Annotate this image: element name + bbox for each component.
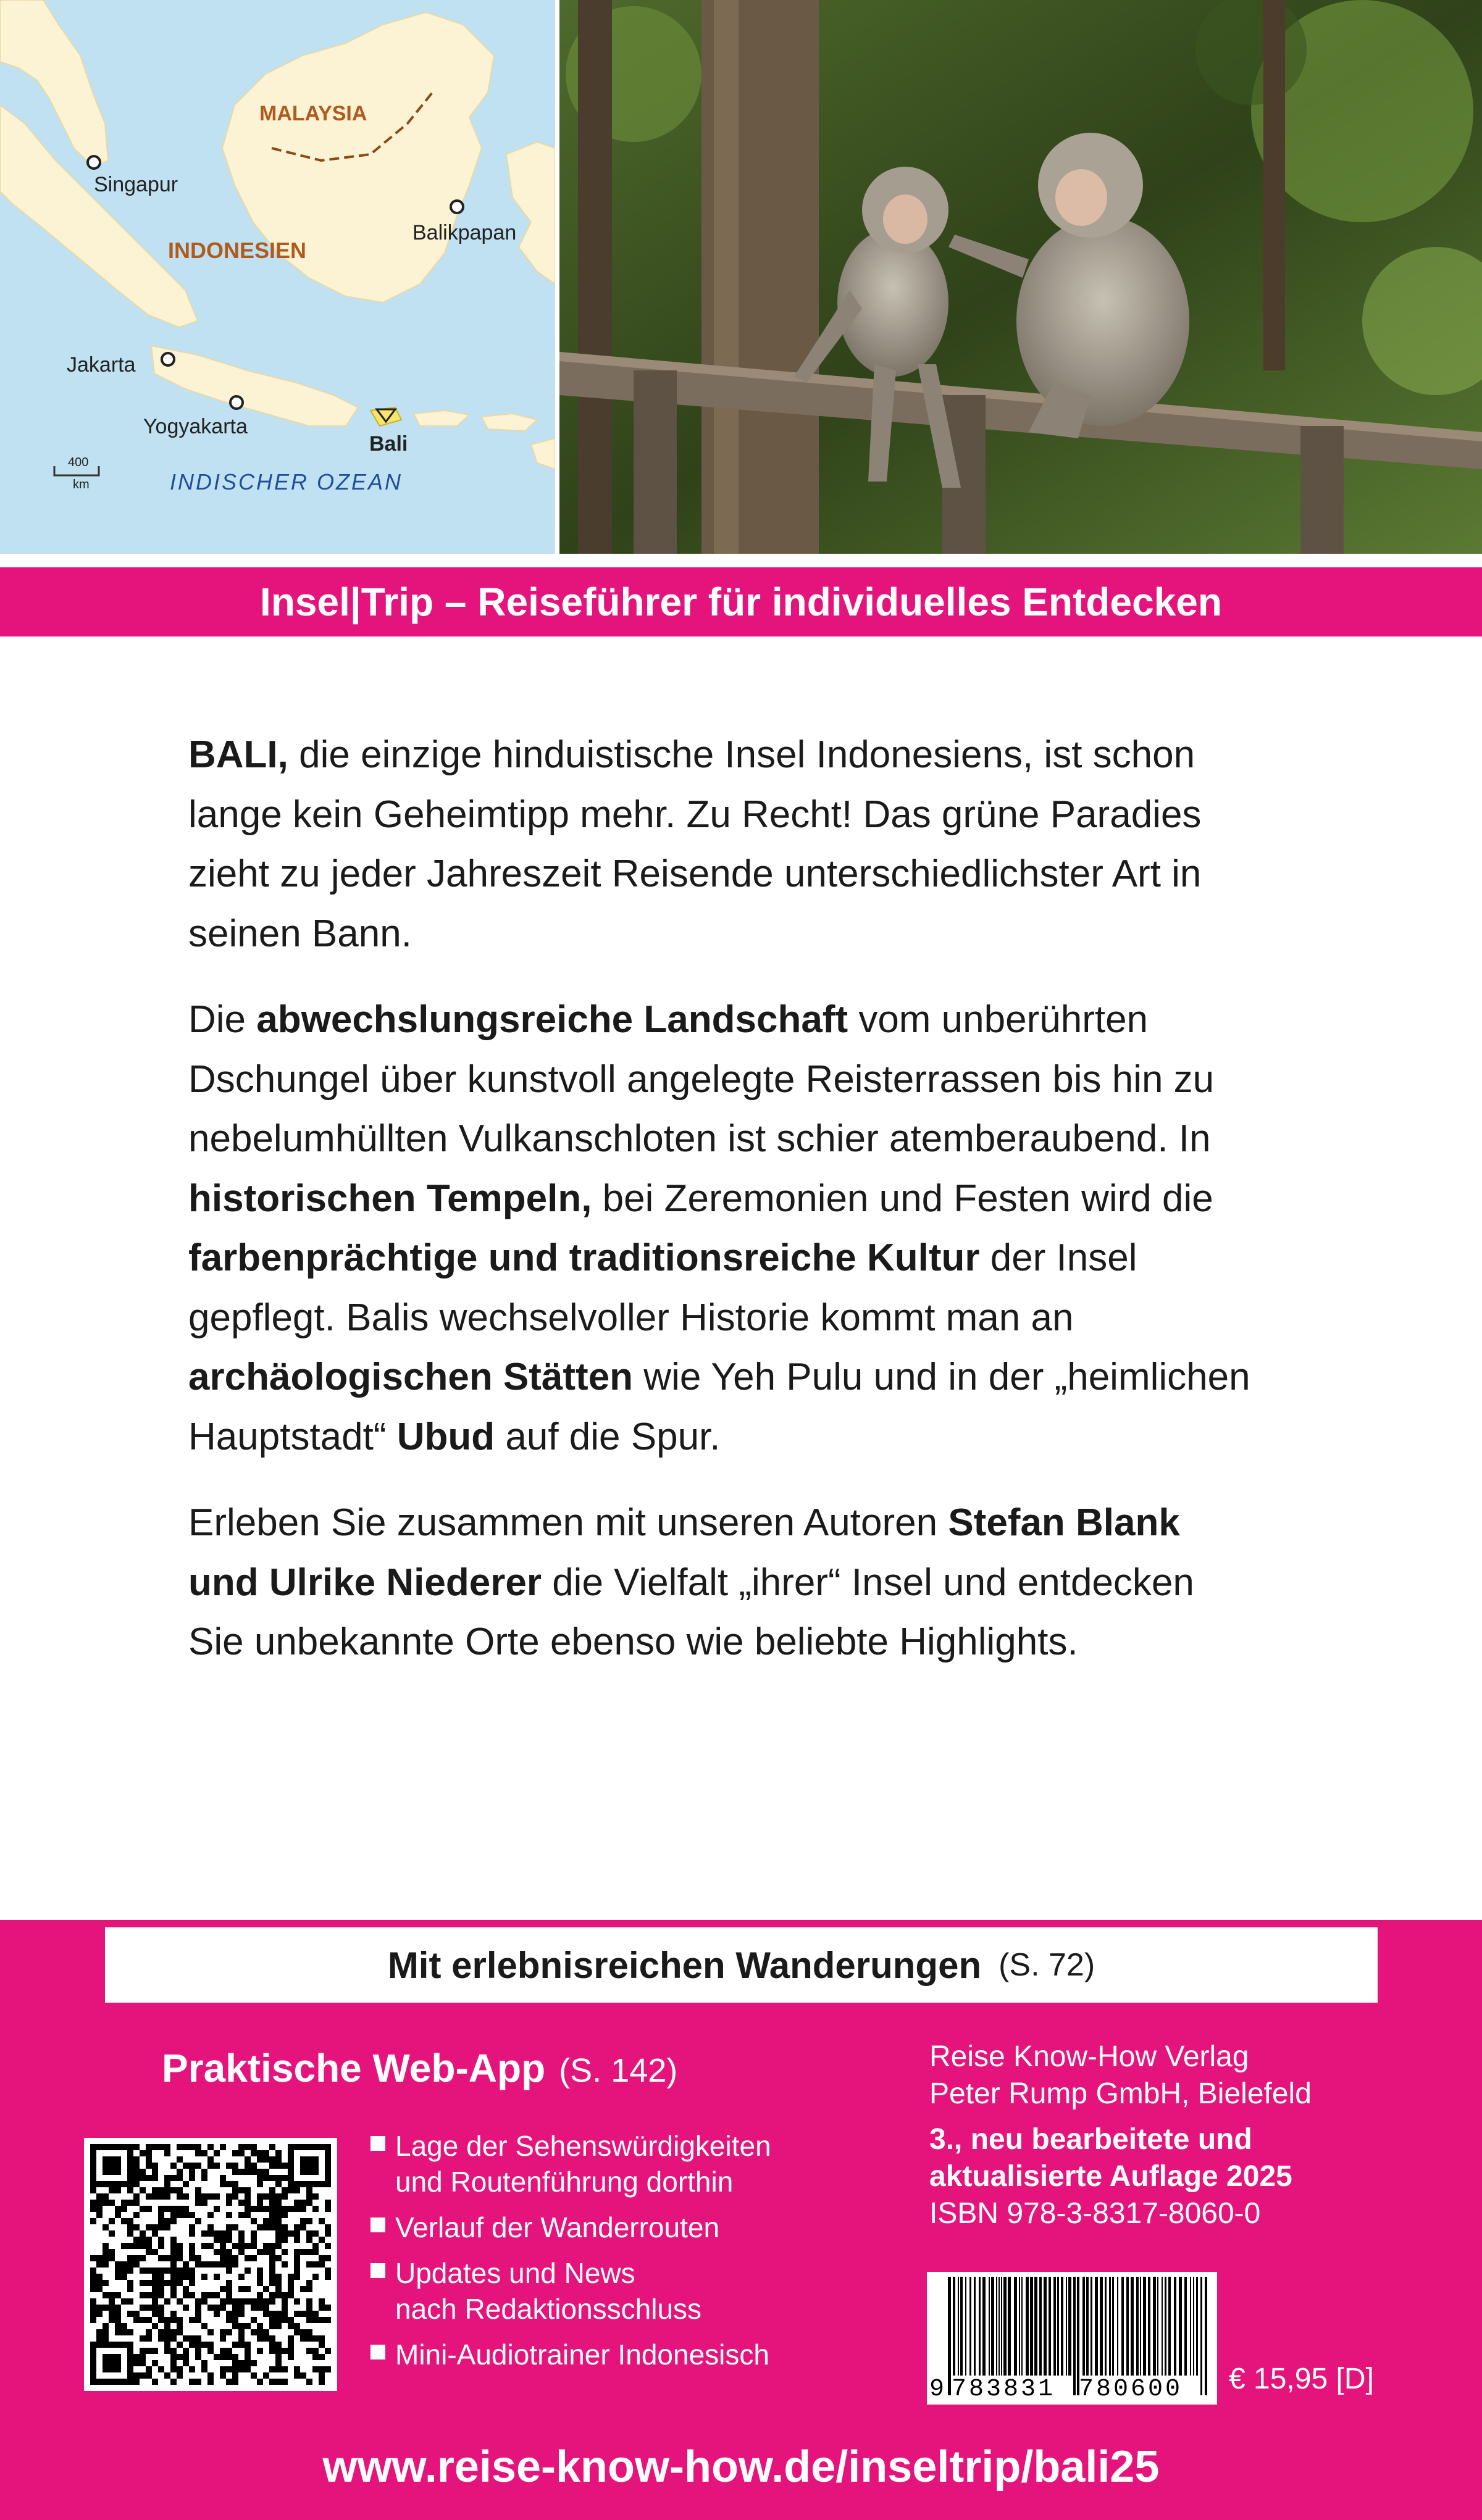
publisher-line-1: Reise Know-How Verlag bbox=[929, 2040, 1249, 2073]
feature-line: Verlauf der Wanderrouten bbox=[395, 2211, 720, 2243]
bold-phrase: archäologischen Stätten bbox=[188, 1356, 634, 1398]
bold-phrase: historischen Tempeln, bbox=[188, 1177, 592, 1220]
bullet-square-icon bbox=[371, 2136, 385, 2151]
text-run: die einzige hinduistische Insel Indonesiens, ist schon lange kein Geheimtipp mehr. Zu Recht! Das grüne Paradies zieht zu jeder Jahreszeit Reisende unterschiedlichster Art in seinen Bann. bbox=[188, 733, 1202, 955]
bold-phrase: BALI, bbox=[188, 733, 288, 776]
webapp-page-ref: (S. 142) bbox=[559, 2052, 678, 2089]
macaque-photo bbox=[559, 0, 1482, 554]
map-scale-value: 400 bbox=[68, 456, 89, 469]
bold-phrase: Ubud bbox=[396, 1415, 495, 1458]
map-label-yogyakarta: Yogyakarta bbox=[143, 415, 248, 438]
bold-phrase: Stefan Blank und Ulrike Niederer bbox=[188, 1501, 1180, 1604]
map-label-indonesien: INDONESIEN bbox=[168, 238, 307, 263]
publisher-line-2: Peter Rump GmbH, Bielefeld bbox=[929, 2077, 1312, 2110]
location-map bbox=[0, 0, 555, 554]
map-label-malaysia: MALAYSIA bbox=[259, 102, 367, 125]
feature-line: Mini-Audiotrainer Indonesisch bbox=[395, 2339, 769, 2371]
isbn-barcode bbox=[927, 2272, 1217, 2405]
text-run: Die bbox=[188, 998, 257, 1041]
image-gap bbox=[555, 0, 559, 554]
isbn: ISBN 978-3-8317-8060-0 bbox=[929, 2197, 1261, 2230]
map-scale-unit: km bbox=[73, 478, 90, 491]
hiking-box-inner bbox=[105, 1927, 1378, 2003]
description-text bbox=[188, 725, 1260, 1699]
map-label-bali: Bali bbox=[369, 432, 408, 456]
webapp-feature-item bbox=[371, 2337, 771, 2372]
map-label-singapur: Singapur bbox=[94, 173, 178, 196]
bullet-square-icon bbox=[371, 2263, 385, 2278]
webapp-feature-list bbox=[371, 2128, 771, 2382]
feature-line: und Routenführung dorthin bbox=[395, 2166, 734, 2198]
bold-phrase: farbenprächtige und traditionsreiche Kultur bbox=[188, 1237, 980, 1279]
image-gap-bottom bbox=[0, 554, 1482, 567]
hiking-box bbox=[98, 1920, 1385, 2006]
description-paragraph-3 bbox=[188, 1493, 1260, 1672]
series-banner-text: Insel|Trip – Reiseführer für individuelles Entdecken bbox=[260, 580, 1222, 624]
text-run: der Insel gepflegt. Balis wechselvoller Historie kommt man an bbox=[188, 1237, 1137, 1339]
text-run: die Vielfalt „ihrer“ Insel und entdecken Sie unbekannte Orte ebenso wie beliebte Highlights. bbox=[188, 1561, 1194, 1663]
bullet-square-icon bbox=[371, 2218, 385, 2232]
feature-line: Updates und News bbox=[395, 2257, 635, 2289]
barcode-digits-right: 780600 bbox=[1079, 2376, 1183, 2403]
macaque-photo-graphic bbox=[559, 0, 1482, 554]
qr-code-graphic bbox=[84, 2138, 337, 2391]
text-run: wie Yeh Pulu und in der „heimlichen Hauptstadt“ bbox=[188, 1356, 1250, 1458]
webapp-title: Praktische Web-App bbox=[162, 2046, 546, 2090]
text-run: Erleben Sie zusammen mit unseren Autoren bbox=[188, 1501, 948, 1544]
price-label: € 15,95 [D] bbox=[1229, 2363, 1374, 2395]
webapp-heading bbox=[162, 2045, 677, 2091]
description-paragraph-2 bbox=[188, 990, 1260, 1467]
feature-line: nach Redaktionsschluss bbox=[395, 2293, 702, 2325]
hiking-page-ref: (S. 72) bbox=[998, 1947, 1095, 1983]
description-paragraph-1 bbox=[188, 725, 1260, 964]
webapp-feature-item bbox=[371, 2255, 771, 2327]
website-url[interactable]: www.reise-know-how.de/inseltrip/bali25 bbox=[322, 2442, 1160, 2492]
map-label-jakarta: Jakarta bbox=[67, 353, 136, 377]
edition-line-1: 3., neu bearbeitete und bbox=[929, 2123, 1252, 2156]
map-label-balikpapan: Balikpapan bbox=[412, 221, 517, 244]
text-run: bei Zeremonien und Festen wird die bbox=[592, 1177, 1213, 1220]
text-run: vom unberührten Dschungel über kunstvoll angelegte Reisterrassen bis hin zu nebelumhüllten Vulkanschloten ist schier atemberaubend. In bbox=[188, 998, 1215, 1160]
barcode-digits-left: 783831 bbox=[952, 2376, 1056, 2403]
publisher-info bbox=[929, 2038, 1312, 2232]
feature-line: Lage der Sehenswürdigkeiten bbox=[395, 2130, 771, 2162]
barcode-digit-first: 9 bbox=[929, 2376, 945, 2403]
hiking-title: Mit erlebnisreichen Wanderungen bbox=[387, 1944, 982, 1986]
map-label-ocean: INDISCHER OZEAN bbox=[170, 469, 403, 494]
edition-line-2: aktualisierte Auflage 2025 bbox=[929, 2160, 1292, 2193]
bullet-square-icon bbox=[371, 2345, 385, 2359]
webapp-feature-item bbox=[371, 2209, 771, 2245]
text-run: auf die Spur. bbox=[495, 1415, 721, 1458]
webapp-feature-item bbox=[371, 2128, 771, 2200]
qr-code[interactable] bbox=[84, 2138, 337, 2391]
bold-phrase: abwechslungsreiche Landschaft bbox=[256, 998, 848, 1041]
series-banner bbox=[0, 567, 1482, 636]
